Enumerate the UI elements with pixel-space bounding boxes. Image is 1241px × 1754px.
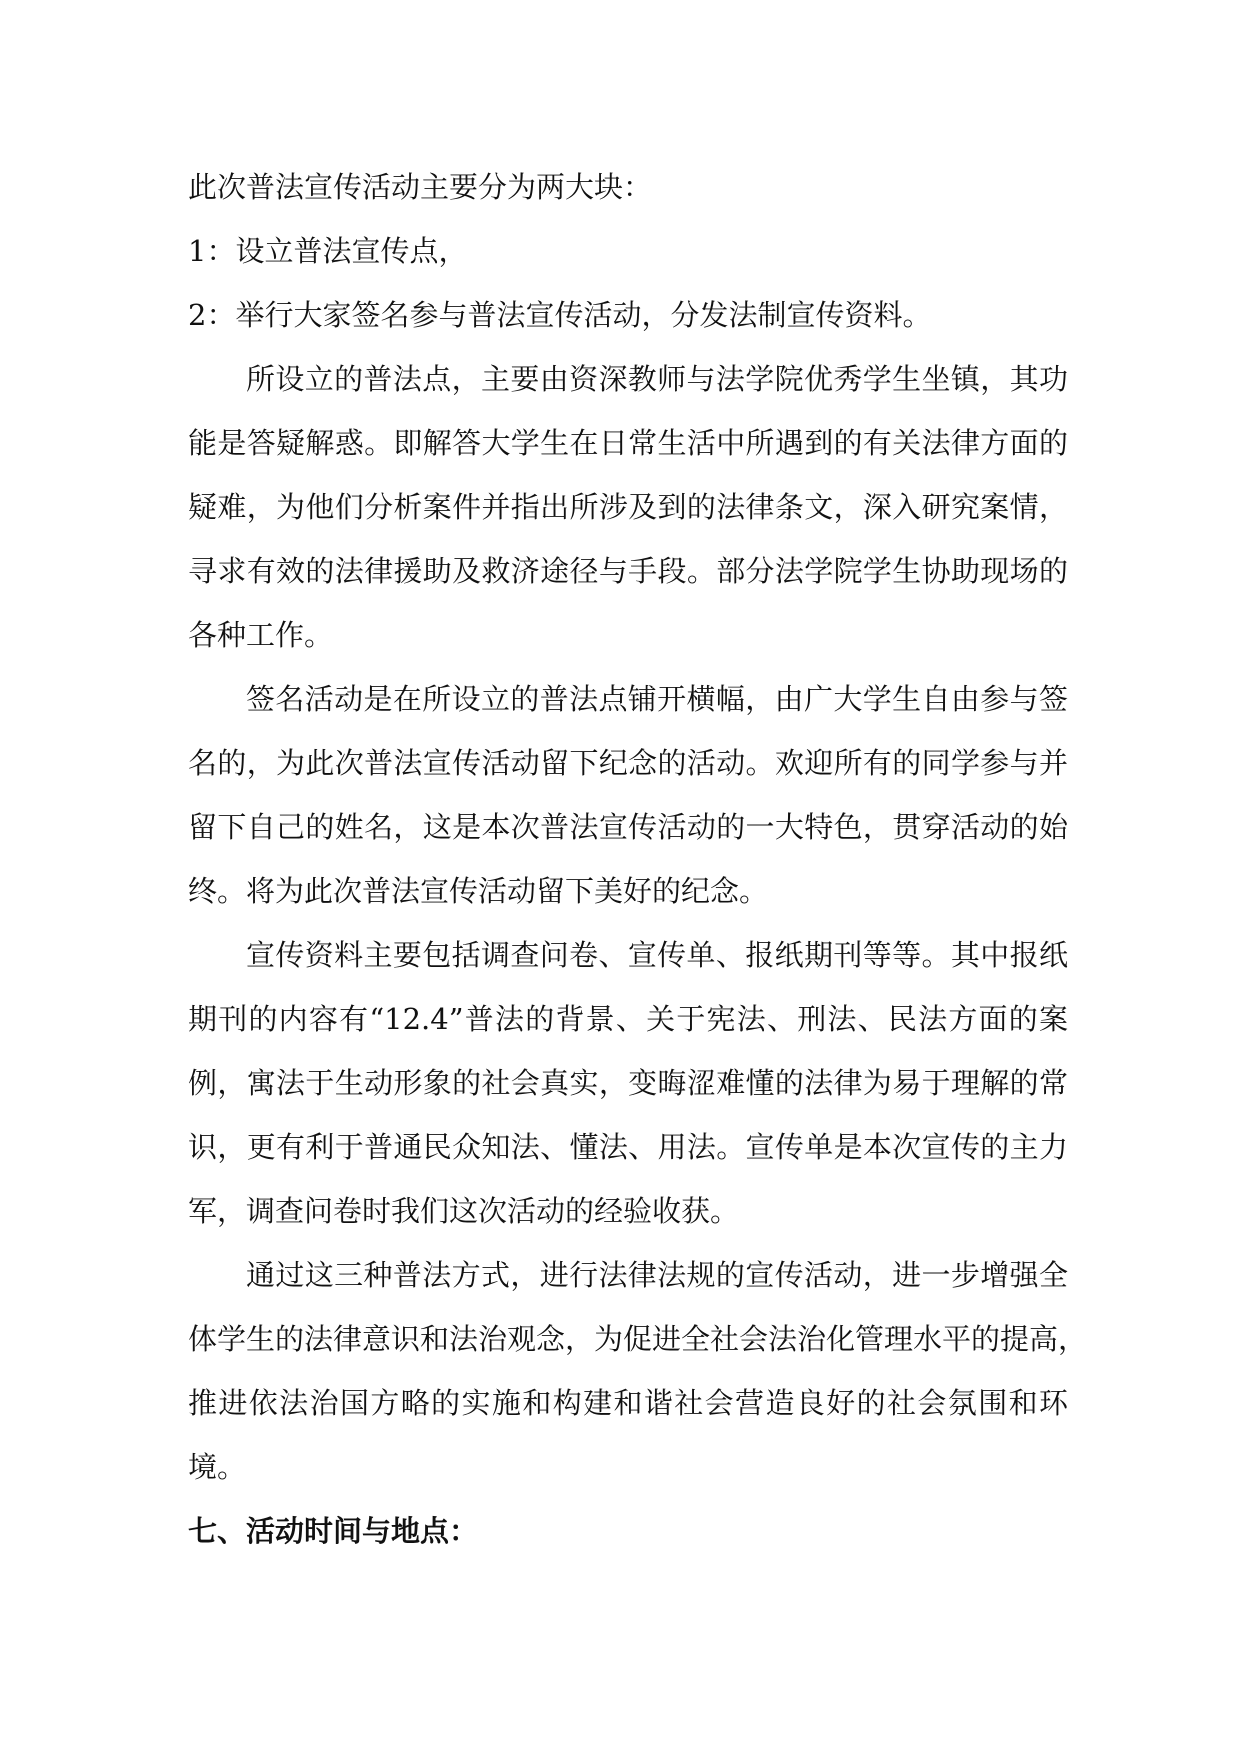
paragraph-line: 期刊的内容有“12.4”普法的背景、关于宪法、刑法、民法方面的案: [188, 1002, 1068, 1036]
paragraph-line: 签名活动是在所设立的普法点铺开横幅，由广大学生自由参与签: [246, 682, 1068, 716]
intro-text: 此次普法宣传活动主要分为两大块：: [188, 170, 653, 204]
paragraph-line: 例，寓法于生动形象的社会真实，变晦涩难懂的法律为易于理解的常: [188, 1066, 1068, 1100]
paragraph-consultation-point: [188, 347, 1068, 667]
paragraph-line: 体学生的法律意识和法治观念，为促进全社会法治化管理水平的提高，: [188, 1322, 1088, 1356]
section-heading: 七、活动时间与地点：: [188, 1514, 479, 1548]
list-item: 2：举行大家签名参与普法宣传活动，分发法制宣传资料。: [188, 298, 932, 332]
paragraph-signature-activity: [188, 667, 1068, 923]
paragraph-line: 留下自己的姓名，这是本次普法宣传活动的一大特色，贯穿活动的始: [188, 810, 1068, 844]
document-body: [188, 155, 1088, 1563]
paragraph-line: 所设立的普法点，主要由资深教师与法学院优秀学生坐镇，其功: [246, 362, 1068, 396]
paragraph-line: 推进依法治国方略的实施和构建和谐社会营造良好的社会氛围和环: [188, 1386, 1068, 1420]
paragraph-line: 通过这三种普法方式，进行法律法规的宣传活动，进一步增强全: [246, 1258, 1068, 1292]
list-item: 1：设立普法宣传点，: [188, 234, 468, 268]
paragraph-line: 识，更有利于普通民众知法、懂法、用法。宣传单是本次宣传的主力: [188, 1130, 1068, 1164]
paragraph-line: 终。将为此次普法宣传活动留下美好的纪念。: [188, 874, 769, 908]
paragraph-line: 军，调查问卷时我们这次活动的经验收获。: [188, 1194, 740, 1228]
paragraph-line: 各种工作。: [188, 618, 334, 652]
paragraph-line: 疑难，为他们分析案件并指出所涉及到的法律条文，深入研究案情，: [188, 490, 1068, 524]
paragraph-line: 宣传资料主要包括调查问卷、宣传单、报纸期刊等等。其中报纸: [246, 938, 1068, 972]
paragraph-line: 寻求有效的法律援助及救济途径与手段。部分法学院学生协助现场的: [188, 554, 1068, 588]
paragraph-line: 境。: [188, 1450, 247, 1484]
paragraph-promotional-materials: [188, 923, 1068, 1243]
activity-list: [188, 219, 1068, 347]
paragraph-line: 能是答疑解惑。即解答大学生在日常生活中所遇到的有关法律方面的: [188, 426, 1068, 460]
paragraph-line: 名的，为此次普法宣传活动留下纪念的活动。欢迎所有的同学参与并: [188, 746, 1068, 780]
paragraph-summary: [188, 1243, 1088, 1499]
